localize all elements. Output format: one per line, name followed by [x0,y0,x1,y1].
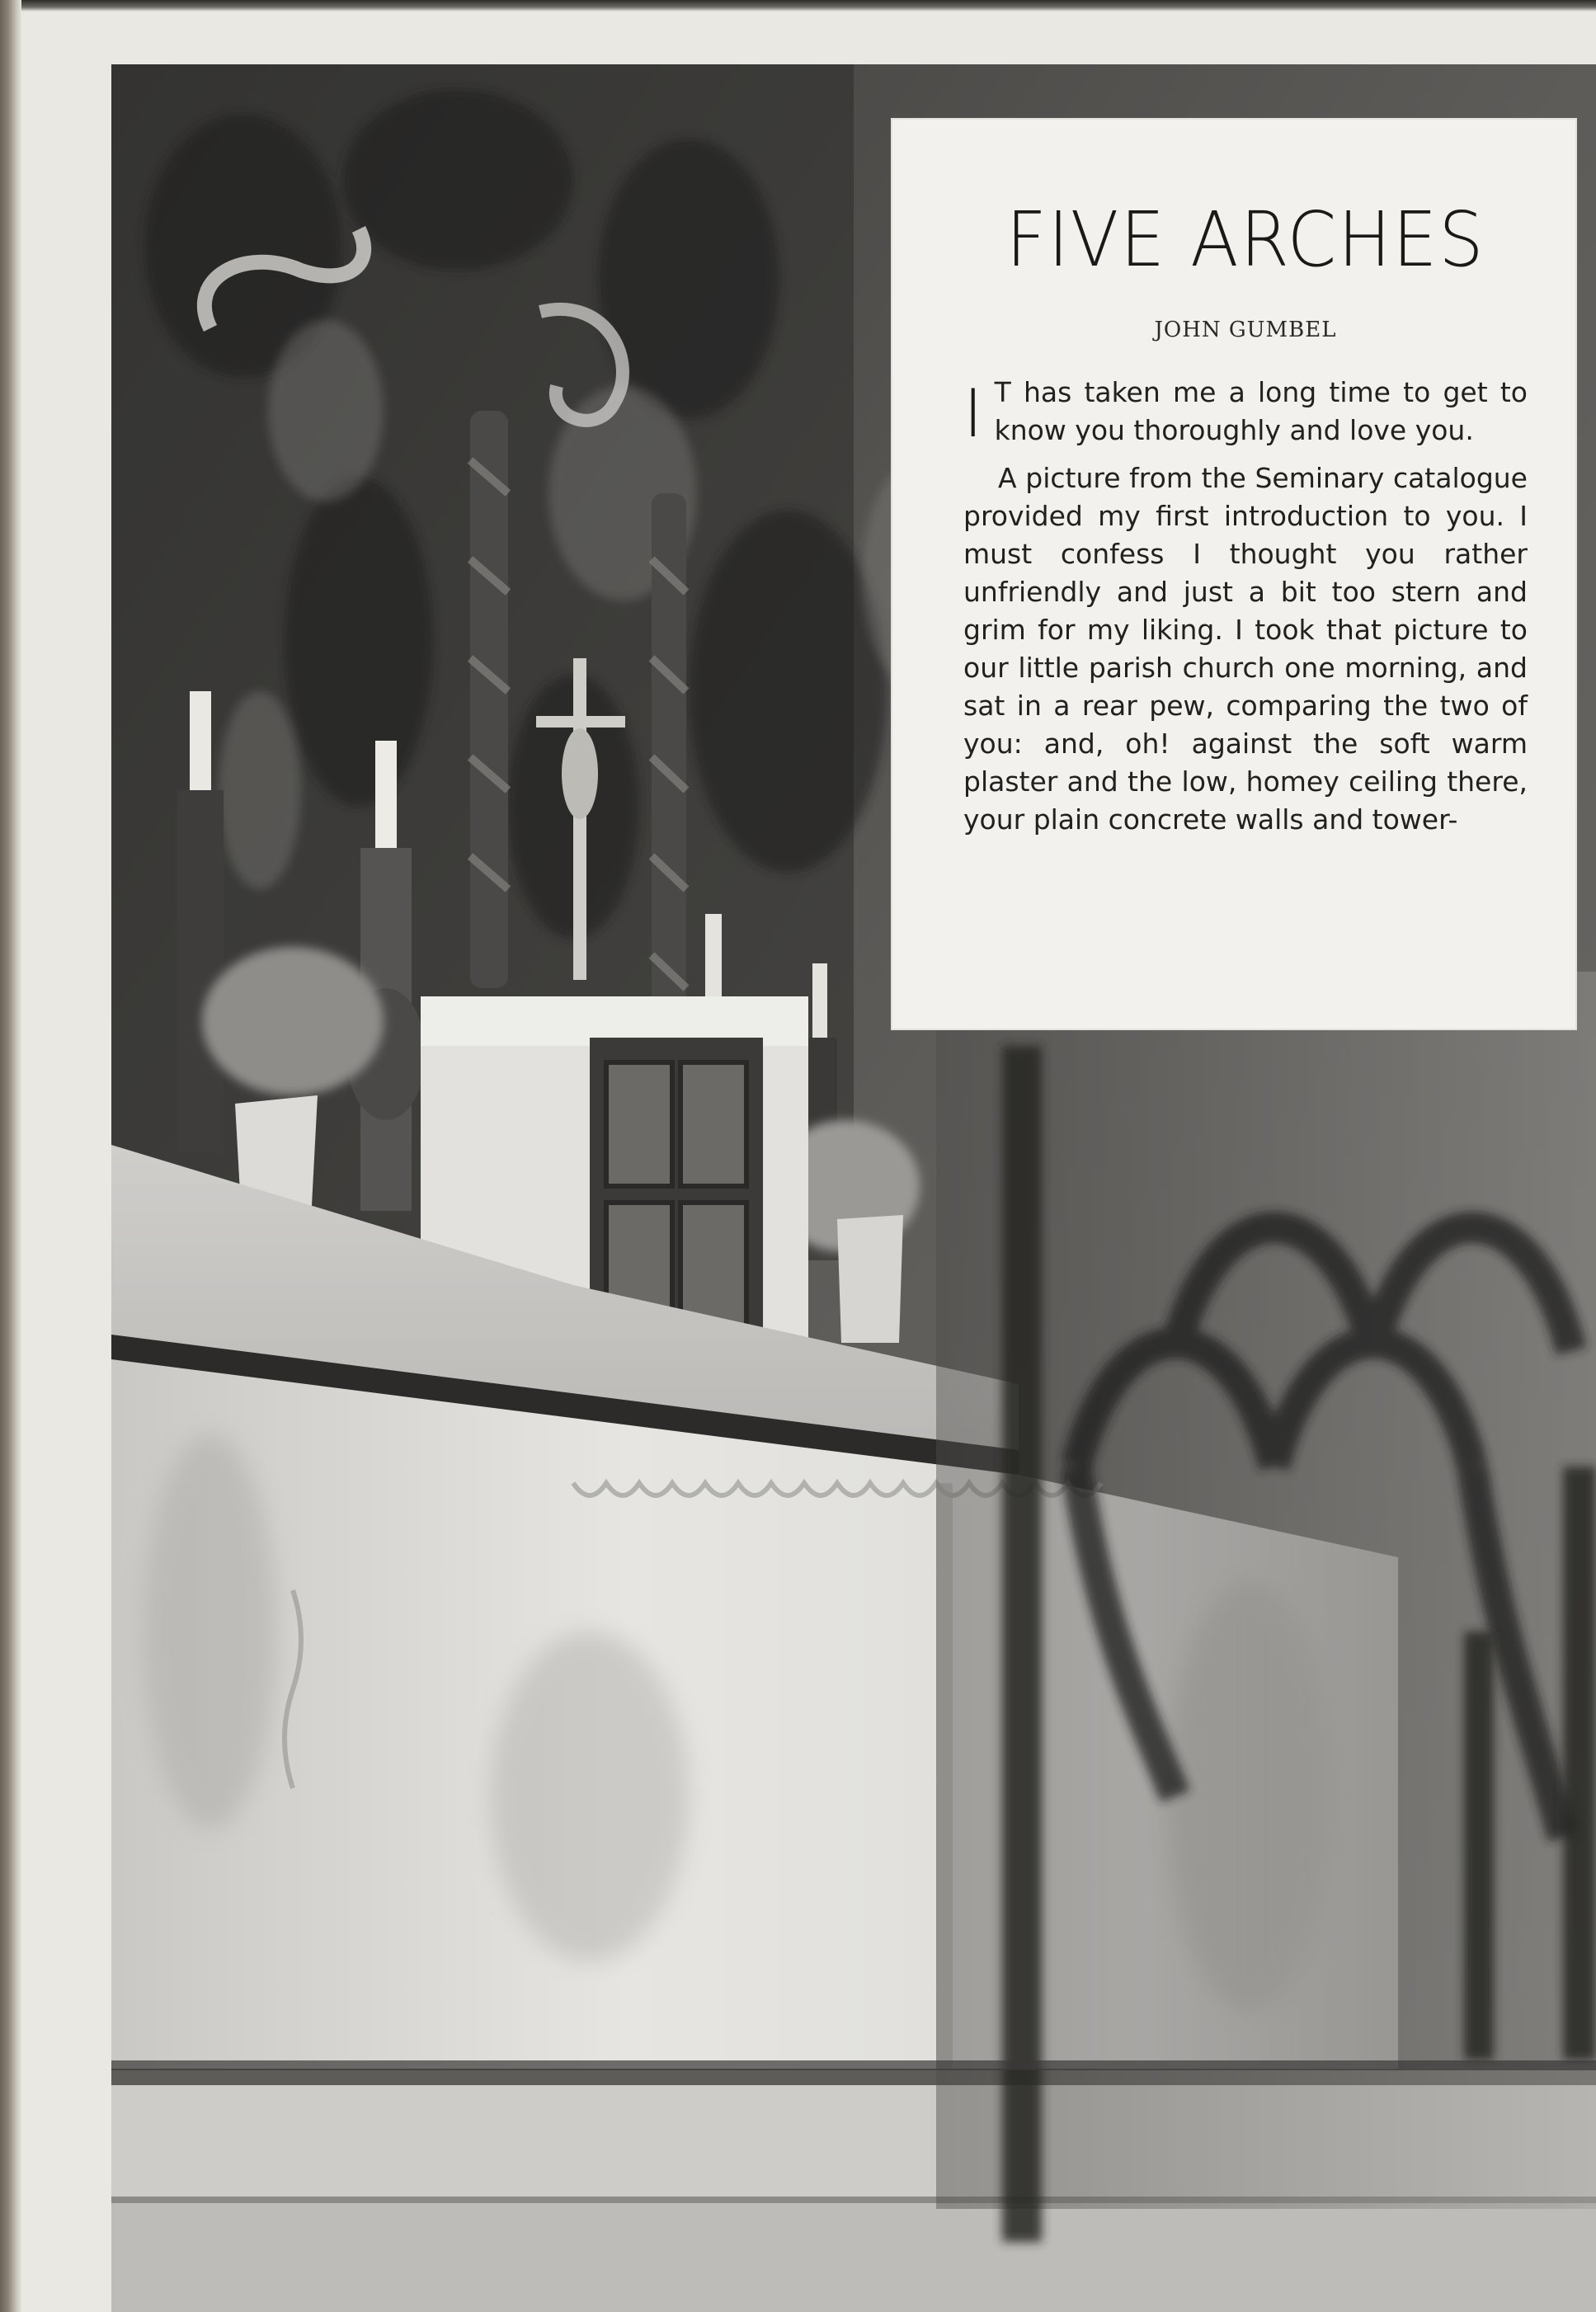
page-top-edge [0,0,1596,12]
article-paragraph-2: A picture from the Seminary catalogue provided my first introduction to you. I must confess I thought you rather unfriendly and just a bit too stern and grim for my liking. I took that picture to our little parish church one morning, and sat in a rear pew, comparing the two of you: and, oh! against the soft warm plaster and the low, homey ceiling there, your plain concrete walls and tower- [963,462,1528,836]
article-paragraph-1 [963,374,1528,450]
paragraph-1-text: T has taken me a long time to get to know you thoroughly and love you. [994,376,1528,446]
drop-cap: I [963,375,983,452]
article-author: JOHN GUMBEL [1154,318,1337,342]
article-box [892,120,1575,1029]
page-binding [0,0,21,2312]
article-body [963,374,1528,839]
article-title: FIVE ARCHES [1005,195,1485,284]
